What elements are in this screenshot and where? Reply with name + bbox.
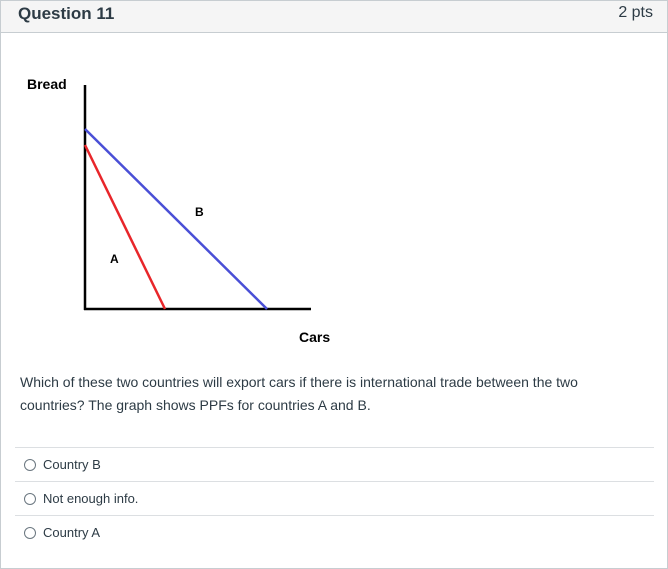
answer-option[interactable] (15, 447, 654, 481)
question-title: Question 11 (18, 4, 115, 23)
question-points: 2 pts (618, 4, 653, 21)
ppf-label-b: B (195, 205, 204, 219)
radio-button[interactable] (24, 493, 36, 505)
answer-label[interactable]: Country B (43, 457, 101, 472)
answer-list (15, 447, 654, 549)
answer-label[interactable]: Not enough info. (43, 491, 139, 506)
answer-label[interactable]: Country A (43, 525, 101, 540)
x-axis-label: Cars (299, 329, 331, 345)
radio-button[interactable] (24, 527, 36, 539)
radio-button[interactable] (24, 459, 36, 471)
ppf-line-b (85, 129, 267, 309)
answer-option[interactable] (15, 481, 654, 515)
question-text: Which of these two countries will export cars if there is international trade between the two countries? The graph shows PPFs for countries A and B. (20, 374, 578, 413)
ppf-label-a: A (110, 252, 119, 266)
ppf-graph (1, 33, 401, 353)
question-header (1, 1, 667, 33)
ppf-graph-svg (1, 33, 401, 353)
y-axis-label: Bread (27, 76, 67, 92)
answer-option[interactable] (15, 515, 654, 549)
